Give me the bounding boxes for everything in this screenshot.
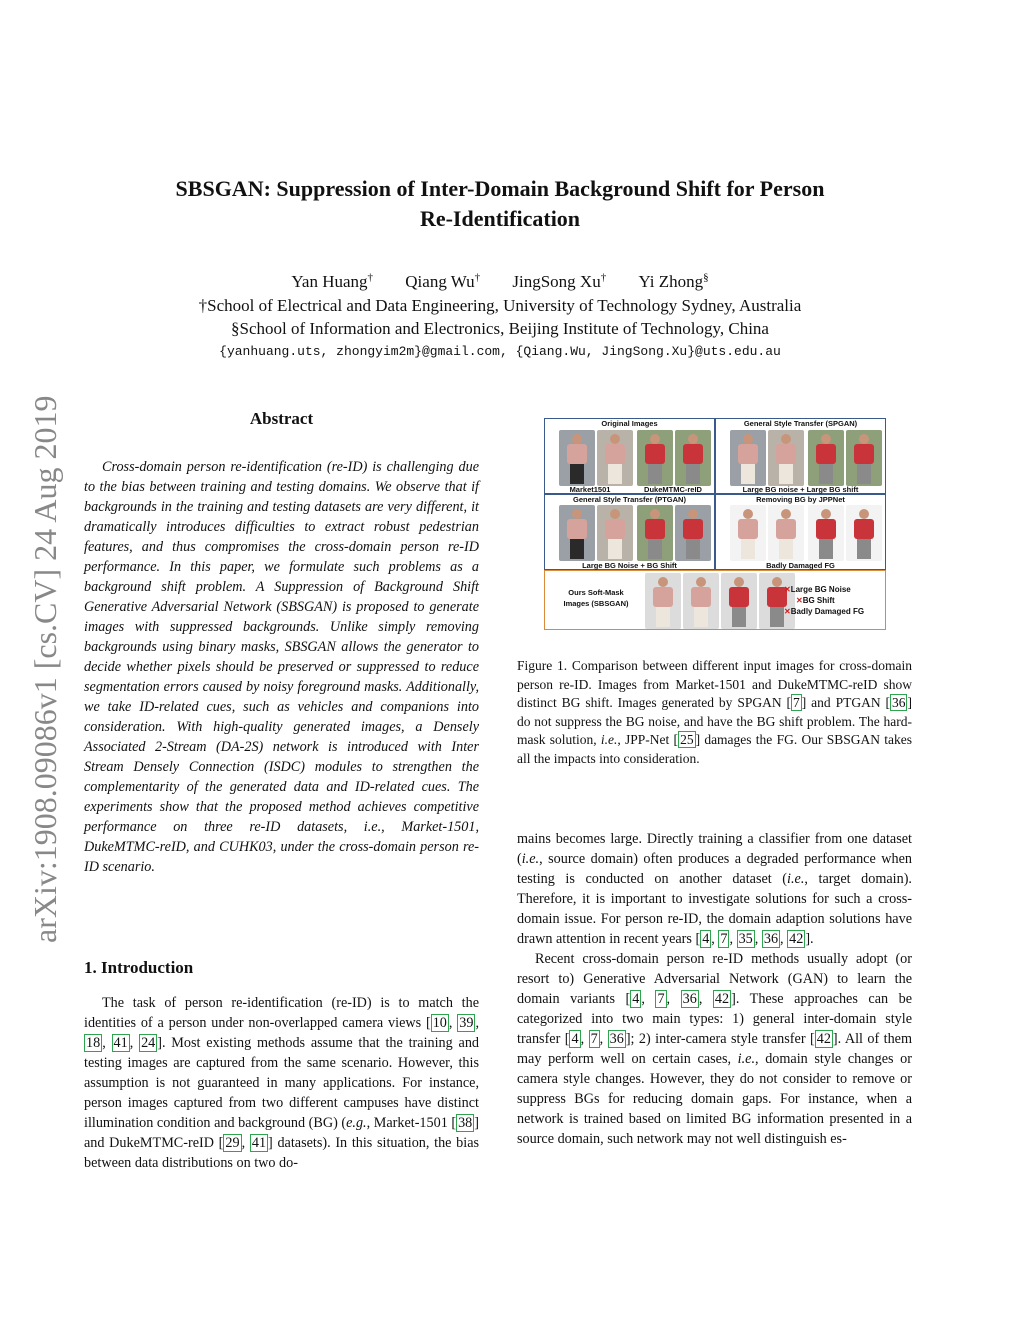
label-original-images: Original Images <box>601 419 658 428</box>
citation-link[interactable]: 7 <box>590 1031 598 1047</box>
cross-icon: ✕ <box>784 607 791 616</box>
right-column-body <box>517 829 912 1149</box>
author-emails: {yanhuang.uts, zhongyim2m}@gmail.com, {Qiang.Wu, JingSong.Xu}@uts.edu.au <box>219 344 781 359</box>
label-ptgan-problem: Large BG Noise + BG Shift <box>582 561 677 570</box>
citation-link[interactable]: 10 <box>432 1015 447 1031</box>
citation-link[interactable]: 42 <box>789 931 804 947</box>
person-image <box>675 505 711 561</box>
author-list <box>100 271 900 292</box>
citation-link[interactable]: 4 <box>702 931 710 947</box>
cross-icon: ✕ <box>784 585 791 594</box>
person-image <box>768 505 804 561</box>
citation-link[interactable]: 25 <box>680 732 694 747</box>
person-image <box>768 430 804 486</box>
person-image <box>683 573 719 629</box>
cross-icon: ✕ <box>796 596 803 605</box>
person-image <box>637 505 673 561</box>
person-image <box>559 430 595 486</box>
right-paragraph-2: Recent cross-domain person re-ID methods usually adopt (or resort to) Generative Adversarial Network (GAN) to learn the domain variants [ 4 , 7 , 36 , 42 ]. These approaches can be categorized into two main types: 1) general inter-domain style transfer [ 4 , 7 , 36 ]; 2) inter-camera style transfer [ 42 ]. All of them may perform well on certain cases, i.e., domain style changes or camera style changes. However, they do not consider to remove or suppress BGs for reducing domain gaps. For instance, when a network is trained based on limited BG information presented in a source domain, such network may not well distinguish es- <box>517 951 913 1147</box>
author-3: JingSong Xu† <box>512 271 607 291</box>
person-image <box>808 505 844 561</box>
failure-item: ✕Large BG Noise <box>784 585 851 594</box>
person-image <box>637 430 673 486</box>
author-4: Yi Zhong§ <box>638 271 709 291</box>
label-spgan: General Style Transfer (SPGAN) <box>743 419 858 428</box>
citation-link[interactable]: 35 <box>738 931 753 947</box>
label-spgan-problem: Large BG noise + Large BG shift <box>742 485 859 494</box>
citation-link[interactable]: 38 <box>458 1115 473 1131</box>
label-dukemtmc: DukeMTMC-reID <box>644 485 702 494</box>
intro-paragraph-1: The task of person re-identification (re-ID) is to match the identities of a person under non-overlapped camera views [ 10 , 39 , 18 , 41 , 24 ]. Most existing methods assume that the training and testing images are captured from the same scenario. However, this assumption is not guaranteed in many applications. For instance, person images captured from two different campuses have distinct illumination condition and background (BG) (e.g., Market-1501 [ 38 ] and DukeMTMC-reID [ 29 , 41 ] datasets). In this situation, the bias between data distributions on two do- <box>84 995 480 1171</box>
figure-1-caption: Figure 1. Comparison between different input images for cross-domain person re-ID. Images from Market-1501 and DukeMTMC-reID show distinct BG shift. Images generated by SPGAN [ 7 ] and PTGAN [ 36 ] do not suppress the BG noise, and have the BG shift problem. The hard-mask solution, i.e., JPP-Net [ 25 ] damages the FG. Our SBSGAN takes all the impacts into consideration. <box>517 658 912 766</box>
failure-list <box>784 584 884 617</box>
affiliation-uts: †School of Electrical and Data Engineering, University of Technology Sydney, Australia <box>198 296 802 315</box>
citation-link[interactable]: 42 <box>714 991 730 1007</box>
person-image <box>645 573 681 629</box>
figure-cell-spgan <box>715 418 886 494</box>
person-image <box>846 430 882 486</box>
author-2: Qiang Wu† <box>405 271 481 291</box>
right-paragraph-1: mains becomes large. Directly training a classifier from one dataset (i.e., source domain) often produces a degraded performance when testing is conducted on another dataset (i.e., target domain). Therefore, it is important to investigate solutions for such a cross-domain issue. For person re-ID, the domain adaption solutions have drawn attention in recent years [ 4 , 7 , 35 , 36 , 42 ]. <box>517 831 912 947</box>
label-ours-line-1: Ours Soft-Mask <box>568 588 624 597</box>
label-market1501: Market1501 <box>569 485 611 494</box>
person-image <box>846 505 882 561</box>
citation-link[interactable]: 41 <box>113 1035 128 1051</box>
figure-1 <box>544 418 886 630</box>
citation-link[interactable]: 4 <box>571 1031 579 1047</box>
citation-link[interactable]: 24 <box>141 1035 156 1051</box>
intro-body <box>84 993 479 1173</box>
citation-link[interactable]: 39 <box>459 1015 474 1031</box>
arxiv-stamp <box>18 345 68 945</box>
label-jppnet: Removing BG by JPPNet <box>756 495 845 504</box>
intro-heading: 1. Introduction <box>84 958 194 977</box>
abstract-text: Cross-domain person re-identification (re-ID) is challenging due to the bias between training and testing domains. We observe that if backgrounds in the training and testing datasets are very different, it dramatically introduces difficulties to extract robust pedestrian features, and thus compromises the cross-domain person re-ID performance. In this paper, we formulate such problems as a background shift problem. A Suppression of Background Shift Generative Adversarial Network (SBSGAN) is proposed to generate images with suppressed backgrounds. Unlike simply removing backgrounds using binary masks, SBSGAN allows the generator to decide whether pixels should be preserved or suppressed to reduce segmentation errors caused by noisy foreground masks. Additionally, we take ID-related cues, such as vehicles and companions into consideration. With high-quality generated images, a Densely Associated 2-Stream (DA-2S) network is introduced with Inter Stream Densely Connection (ISDC) modules to strengthen the complementarity of the generated data and ID-related cues. The experiments show that the proposed method achieves competitive performance on three re-ID datasets, i.e., Market-1501, DukeMTMC-reID, and CUHK03, under the cross-domain person re-ID scenario. <box>84 459 479 875</box>
label-ours-line-2: Images (SBSGAN) <box>563 599 629 608</box>
citation-link[interactable]: 36 <box>609 1031 624 1047</box>
author-1: Yan Huang† <box>291 271 374 291</box>
person-image <box>730 430 766 486</box>
figure-cell-jppnet <box>715 494 886 570</box>
label-ptgan: General Style Transfer (PTGAN) <box>573 495 686 504</box>
person-image <box>808 430 844 486</box>
label-jppnet-problem: Badly Damaged FG <box>766 561 835 570</box>
citation-link[interactable]: 29 <box>225 1135 240 1151</box>
arxiv-stamp-text: arXiv:1908.09086v1 [cs.CV] 24 Aug 2019 <box>27 395 63 943</box>
failure-item: ✕BG Shift <box>796 596 835 605</box>
abstract-heading: Abstract <box>249 409 314 428</box>
figure-cell-ptgan <box>544 494 715 570</box>
person-image <box>675 430 711 486</box>
failure-item: ✕Badly Damaged FG <box>784 607 865 616</box>
citation-link[interactable]: 42 <box>816 1031 831 1047</box>
citation-link[interactable]: 4 <box>632 991 640 1007</box>
paper-title-line-2: Re-Identification <box>419 206 581 231</box>
citation-link[interactable]: 18 <box>86 1035 101 1051</box>
citation-link[interactable]: 7 <box>720 931 728 947</box>
paper-title-line-1: SBSGAN: Suppression of Inter-Domain Background Shift for Person <box>175 176 825 201</box>
citation-link[interactable]: 7 <box>793 695 800 710</box>
citation-link[interactable]: 41 <box>251 1135 267 1151</box>
affiliation-bit: §School of Information and Electronics, Beijing Institute of Technology, China <box>231 319 769 338</box>
citation-link[interactable]: 7 <box>657 991 665 1007</box>
citation-link[interactable]: 36 <box>763 931 779 947</box>
person-image <box>597 505 633 561</box>
person-image <box>730 505 766 561</box>
citation-link[interactable]: 36 <box>682 991 697 1007</box>
abstract-body <box>84 457 479 877</box>
person-image <box>559 505 595 561</box>
person-image <box>597 430 633 486</box>
figure-cell-original <box>544 418 715 494</box>
person-image <box>721 573 757 629</box>
citation-link[interactable]: 36 <box>891 695 906 710</box>
